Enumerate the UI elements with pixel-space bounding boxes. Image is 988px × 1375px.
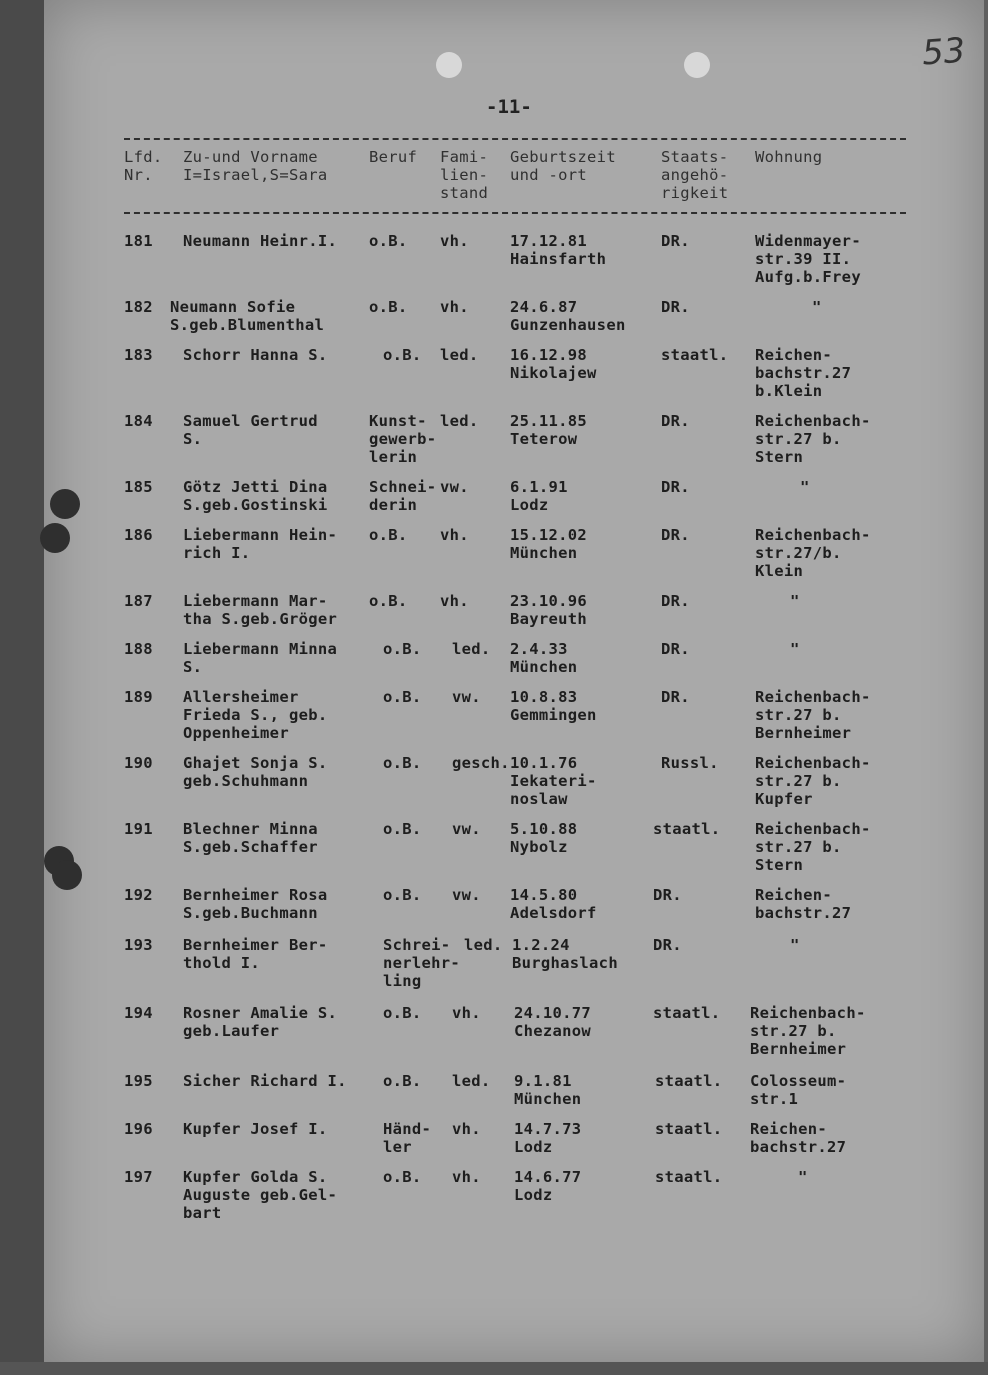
header-rule-bottom [124, 212, 906, 214]
entry-name: Blechner Minna S.geb.Schaffer [183, 820, 318, 856]
entry-wohnung: Colosseum- str.1 [750, 1072, 847, 1108]
entry-familienstand: gesch. [452, 754, 510, 772]
entry-familienstand: vh. [440, 232, 469, 250]
entry-name: Bernheimer Ber- thold I. [183, 936, 328, 972]
entry-geburt: 24.6.87 Gunzenhausen [510, 298, 626, 334]
entry-wohnung: Reichen- bachstr.27 [750, 1120, 847, 1156]
entry-familienstand: vw. [452, 886, 481, 904]
entry-wohnung: " [800, 478, 810, 496]
entry-nr: 188 [124, 640, 153, 658]
entry-staatsangehoerigkeit: DR. [661, 526, 690, 544]
col-header-staat: Staats- angehö- rigkeit [661, 148, 729, 202]
entry-nr: 185 [124, 478, 153, 496]
entry-beruf: o.B. [369, 232, 408, 250]
entry-familienstand: vh. [440, 526, 469, 544]
entry-geburt: 1.2.24 Burghaslach [512, 936, 618, 972]
header-rule-top [124, 138, 906, 140]
entry-name: Neumann Sofie S.geb.Blumenthal [170, 298, 325, 334]
entry-geburt: 10.1.76 Iekateri- noslaw [510, 754, 597, 808]
entry-name: Ghajet Sonja S. geb.Schuhmann [183, 754, 328, 790]
entry-wohnung: Widenmayer- str.39 II. Aufg.b.Frey [755, 232, 861, 286]
page-header: -11- [486, 96, 532, 118]
entry-wohnung: Reichenbach- str.27 b. Bernheimer [755, 688, 871, 742]
entry-nr: 192 [124, 886, 153, 904]
entry-geburt: 25.11.85 Teterow [510, 412, 588, 448]
entry-beruf: Schnei- derin [369, 478, 437, 514]
entry-staatsangehoerigkeit: DR. [661, 688, 690, 706]
entry-staatsangehoerigkeit: DR. [661, 478, 690, 496]
entry-beruf: o.B. [383, 1004, 422, 1022]
entry-beruf: o.B. [383, 820, 422, 838]
entry-wohnung: Reichenbach- str.27 b. Kupfer [755, 754, 871, 808]
entry-geburt: 16.12.98 Nikolajew [510, 346, 597, 382]
entry-beruf: o.B. [383, 1072, 422, 1090]
col-header-geburt: Geburtszeit und -ort [510, 148, 616, 184]
document-page [44, 0, 984, 1362]
entry-familienstand: vh. [452, 1168, 481, 1186]
entry-familienstand: vw. [452, 688, 481, 706]
entry-nr: 183 [124, 346, 153, 364]
entry-name: Liebermann Minna S. [183, 640, 338, 676]
entry-staatsangehoerigkeit: DR. [661, 592, 690, 610]
scan-bottom-edge [0, 1362, 988, 1375]
entry-nr: 181 [124, 232, 153, 250]
entry-staatsangehoerigkeit: DR. [661, 298, 690, 316]
entry-staatsangehoerigkeit: staatl. [653, 820, 721, 838]
entry-beruf: o.B. [369, 298, 408, 316]
entry-wohnung: " [790, 640, 800, 658]
entry-staatsangehoerigkeit: staatl. [655, 1120, 723, 1138]
entry-staatsangehoerigkeit: DR. [661, 232, 690, 250]
entry-nr: 182 [124, 298, 153, 316]
entry-wohnung: Reichenbach- str.27 b. Stern [755, 820, 871, 874]
entry-familienstand: vh. [452, 1120, 481, 1138]
entry-wohnung: Reichenbach- str.27 b. Bernheimer [750, 1004, 866, 1058]
entry-staatsangehoerigkeit: DR. [661, 640, 690, 658]
entry-familienstand: vw. [452, 820, 481, 838]
entry-familienstand: vw. [440, 478, 469, 496]
entry-wohnung: Reichenbach- str.27/b. Klein [755, 526, 871, 580]
ink-blot [40, 523, 70, 553]
entry-beruf: Schrei- nerlehr- ling [383, 936, 461, 990]
entry-name: Allersheimer Frieda S., geb. Oppenheimer [183, 688, 328, 742]
ink-blot [50, 489, 80, 519]
entry-staatsangehoerigkeit: staatl. [655, 1072, 723, 1090]
entry-nr: 191 [124, 820, 153, 838]
entry-familienstand: vh. [440, 298, 469, 316]
entry-geburt: 14.6.77 Lodz [514, 1168, 582, 1204]
entry-name: Liebermann Mar- tha S.geb.Gröger [183, 592, 338, 628]
entry-nr: 189 [124, 688, 153, 706]
entry-geburt: 5.10.88 Nybolz [510, 820, 578, 856]
entry-beruf: o.B. [383, 886, 422, 904]
entry-wohnung: " [790, 592, 800, 610]
entry-staatsangehoerigkeit: DR. [653, 886, 682, 904]
entry-familienstand: led. [452, 640, 491, 658]
entry-beruf: o.B. [383, 754, 422, 772]
entry-staatsangehoerigkeit: staatl. [661, 346, 729, 364]
col-header-nr: Lfd. Nr. [124, 148, 163, 184]
col-header-familienstand: Fami- lien- stand [440, 148, 489, 202]
entry-beruf: o.B. [369, 526, 408, 544]
entry-geburt: 9.1.81 München [514, 1072, 582, 1108]
entry-name: Liebermann Hein- rich I. [183, 526, 338, 562]
entry-geburt: 6.1.91 Lodz [510, 478, 568, 514]
entry-name: Kupfer Golda S. Auguste geb.Gel- bart [183, 1168, 338, 1222]
entry-wohnung: " [812, 298, 822, 316]
scan-left-edge [0, 0, 44, 1375]
entry-name: Kupfer Josef I. [183, 1120, 328, 1138]
entry-nr: 184 [124, 412, 153, 430]
entry-name: Bernheimer Rosa S.geb.Buchmann [183, 886, 328, 922]
entry-geburt: 2.4.33 München [510, 640, 578, 676]
entry-staatsangehoerigkeit: DR. [661, 412, 690, 430]
entry-staatsangehoerigkeit: staatl. [655, 1168, 723, 1186]
entry-geburt: 24.10.77 Chezanow [514, 1004, 592, 1040]
entry-geburt: 23.10.96 Bayreuth [510, 592, 588, 628]
entry-beruf: o.B. [383, 1168, 422, 1186]
entry-familienstand: vh. [440, 592, 469, 610]
entry-wohnung: Reichen- bachstr.27 b.Klein [755, 346, 852, 400]
entry-familienstand: vh. [452, 1004, 481, 1022]
entry-nr: 190 [124, 754, 153, 772]
entry-beruf: o.B. [383, 640, 422, 658]
entry-nr: 197 [124, 1168, 153, 1186]
entry-beruf: o.B. [383, 346, 422, 364]
entry-wohnung: Reichen- bachstr.27 [755, 886, 852, 922]
entry-name: Götz Jetti Dina S.geb.Gostinski [183, 478, 328, 514]
entry-staatsangehoerigkeit: DR. [653, 936, 682, 954]
entry-geburt: 14.5.80 Adelsdorf [510, 886, 597, 922]
page-number: 53 [920, 30, 967, 74]
punch-hole [436, 52, 462, 78]
ink-blot [52, 860, 82, 890]
entry-wohnung: Reichenbach- str.27 b. Stern [755, 412, 871, 466]
entry-beruf: o.B. [383, 688, 422, 706]
entry-name: Schorr Hanna S. [183, 346, 328, 364]
entry-nr: 186 [124, 526, 153, 544]
entry-name: Samuel Gertrud S. [183, 412, 318, 448]
entry-nr: 193 [124, 936, 153, 954]
entry-staatsangehoerigkeit: staatl. [653, 1004, 721, 1022]
entry-geburt: 14.7.73 Lodz [514, 1120, 582, 1156]
entry-nr: 194 [124, 1004, 153, 1022]
entry-staatsangehoerigkeit: Russl. [661, 754, 719, 772]
entry-nr: 195 [124, 1072, 153, 1090]
entry-beruf: Händ- ler [383, 1120, 432, 1156]
entry-wohnung: " [790, 936, 800, 954]
entry-familienstand: led. [464, 936, 503, 954]
entry-familienstand: led. [452, 1072, 491, 1090]
entry-wohnung: " [798, 1168, 808, 1186]
entry-name: Rosner Amalie S. geb.Laufer [183, 1004, 338, 1040]
col-header-wohnung: Wohnung [755, 148, 823, 166]
punch-hole [684, 52, 710, 78]
entry-geburt: 15.12.02 München [510, 526, 588, 562]
entry-geburt: 17.12.81 Hainsfarth [510, 232, 607, 268]
col-header-beruf: Beruf [369, 148, 418, 166]
entry-beruf: o.B. [369, 592, 408, 610]
entry-name: Sicher Richard I. [183, 1072, 347, 1090]
col-header-name: Zu-und Vorname I=Israel,S=Sara [183, 148, 328, 184]
entry-nr: 196 [124, 1120, 153, 1138]
entry-geburt: 10.8.83 Gemmingen [510, 688, 597, 724]
entry-beruf: Kunst- gewerb- lerin [369, 412, 437, 466]
entry-familienstand: led. [440, 412, 479, 430]
entry-familienstand: led. [440, 346, 479, 364]
entry-name: Neumann Heinr.I. [183, 232, 338, 250]
entry-nr: 187 [124, 592, 153, 610]
